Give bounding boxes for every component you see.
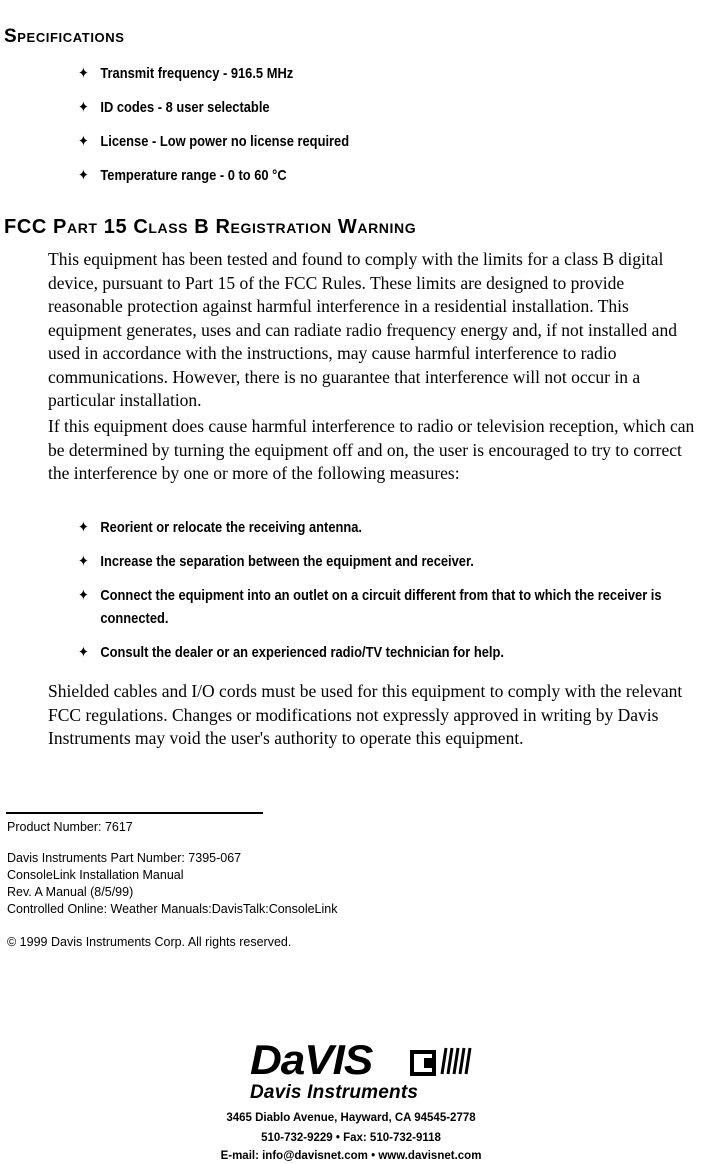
list-item: ✦ ID codes - 8 user selectable bbox=[78, 96, 611, 119]
weather-vane-icon bbox=[410, 1044, 476, 1080]
address: 3465 Diablo Avenue, Hayward, CA 94545-2778 bbox=[226, 1112, 476, 1124]
cross-bullet-icon: ✦ bbox=[78, 553, 89, 570]
cross-bullet-icon: ✦ bbox=[78, 99, 89, 116]
list-item: ✦ Transmit frequency - 916.5 MHz bbox=[78, 62, 611, 85]
specifications-heading: Specifications bbox=[4, 26, 125, 47]
copyright: © 1999 Davis Instruments Corp. All rights reserved. bbox=[7, 935, 292, 949]
part-number: Davis Instruments Part Number: 7395-067 bbox=[7, 851, 242, 865]
list-item: ✦ Increase the separation between the equipment and receiver. bbox=[78, 550, 702, 573]
fcc-paragraph-2: If this equipment does cause harmful interference to radio or television reception, which can be determined by turning the equipment off and on, the user is encouraged to try to correct the interference by one or more of the following measures: bbox=[48, 416, 695, 483]
davis-logo bbox=[250, 1036, 476, 1106]
cross-bullet-icon: ✦ bbox=[78, 587, 89, 604]
cross-bullet-icon: ✦ bbox=[78, 167, 89, 184]
cross-bullet-icon: ✦ bbox=[78, 65, 89, 82]
cross-bullet-icon: ✦ bbox=[78, 644, 89, 661]
product-number: Product Number: 7617 bbox=[7, 820, 133, 834]
manual-title: ConsoleLink Installation Manual bbox=[7, 868, 184, 882]
list-item: ✦ Connect the equipment into an outlet on a circuit different from that to which the receiver is connected. bbox=[78, 584, 702, 630]
revision: Rev. A Manual (8/5/99) bbox=[7, 885, 134, 899]
measures-list bbox=[78, 516, 698, 664]
list-item: ✦ Temperature range - 0 to 60 °C bbox=[78, 164, 611, 187]
cross-bullet-icon: ✦ bbox=[78, 519, 89, 536]
specifications-list bbox=[78, 62, 698, 187]
fcc-paragraph-3: Shielded cables and I/O cords must be used for this equipment to comply with the relevant FCC regulations. Changes or modifications not expressly approved in writing by Davis Instruments may void the user's authority to operate this equipment. bbox=[48, 681, 683, 748]
list-item: ✦ Consult the dealer or an experienced radio/TV technician for help. bbox=[78, 641, 702, 664]
email-web: E-mail: info@davisnet.com • www.davisnet.com bbox=[220, 1150, 482, 1162]
divider bbox=[6, 812, 263, 814]
list-item: ✦ Reorient or relocate the receiving antenna. bbox=[78, 516, 702, 539]
phone-fax: 510-732-9229 • Fax: 510-732-9118 bbox=[261, 1132, 441, 1144]
cross-bullet-icon: ✦ bbox=[78, 133, 89, 150]
controlled-online: Controlled Online: Weather Manuals:DavisTalk:ConsoleLink bbox=[7, 902, 338, 916]
logo-subtitle: Davis Instruments bbox=[250, 1082, 419, 1103]
fcc-paragraph-1: This equipment has been tested and found to comply with the limits for a class B digital device, pursuant to Part 15 of the FCC Rules. These limits are designed to provide reasonable protection against harmful interference in a residential installation. This equipment generates, uses and can radiate radio frequency energy and, if not installed and used in accordance with the instructions, may cause harmful interference to radio communications. However, there is no guarantee that interference will not occur in a particular installation. bbox=[48, 249, 677, 410]
fcc-warning-heading: FCC Part 15 Class B Registration Warning bbox=[4, 216, 417, 238]
logo-wordmark: DaVIS bbox=[250, 1036, 373, 1083]
list-item: ✦ License - Low power no license required bbox=[78, 130, 611, 153]
